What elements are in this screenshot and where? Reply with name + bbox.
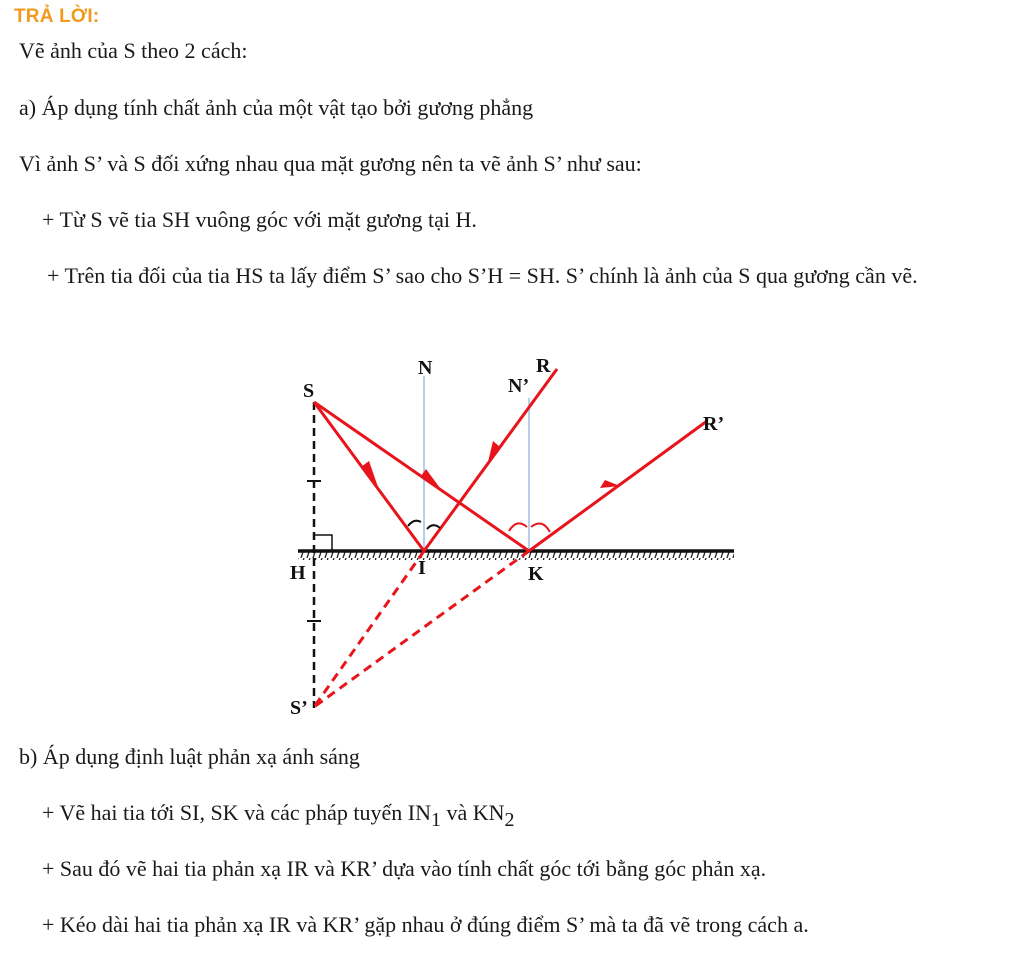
part-a-step1: + Từ S vẽ tia SH vuông góc với mặt gương tại H. — [42, 207, 477, 232]
subscript-1: 1 — [431, 809, 441, 831]
arrow-SI — [361, 461, 378, 487]
extension-IS2 — [314, 551, 424, 707]
incident-ray-SI — [314, 402, 424, 551]
intro-text: Vẽ ảnh của S theo 2 cách: — [19, 38, 248, 63]
label-I: I — [418, 557, 426, 579]
label-R: R — [536, 355, 551, 377]
part-b-step2: + Sau đó vẽ hai tia phản xạ IR và KR’ dựa vào tính chất góc tới bằng góc phản xạ. — [42, 856, 767, 881]
label-K: K — [528, 563, 544, 585]
angle-arc-reflect-K — [531, 523, 550, 532]
angle-arc-incident-I — [408, 521, 421, 526]
angle-arc-incident-K — [509, 523, 527, 531]
subscript-2: 2 — [504, 809, 515, 831]
label-N: N — [418, 357, 433, 379]
label-H: H — [290, 562, 306, 584]
part-b-title: b) Áp dụng định luật phản xạ ánh sáng — [19, 744, 360, 769]
part-a-title: a) Áp dụng tính chất ảnh của một vật tạo bởi gương phẳng — [19, 95, 534, 120]
part-b-step1 — [42, 800, 515, 831]
part-b-step1-mid: và KN — [441, 800, 505, 825]
angle-arc-reflect-I — [427, 525, 440, 529]
label-N2: N’ — [508, 375, 530, 397]
right-angle-mark — [314, 535, 332, 551]
answer-heading: TRẢ LỜI: — [14, 6, 100, 27]
incident-ray-SK — [314, 402, 529, 551]
label-S2: S’ — [290, 697, 308, 719]
part-a-step2: + Trên tia đối của tia HS ta lấy điểm S’ sao cho S’H = SH. S’ chính là ảnh của S qua gương cần vẽ. — [47, 263, 918, 288]
label-S: S — [303, 380, 315, 402]
label-R2: R’ — [703, 413, 725, 435]
part-b-step3: + Kéo dài hai tia phản xạ IR và KR’ gặp nhau ở đúng điểm S’ mà ta đã vẽ trong cách a. — [42, 912, 809, 937]
part-b-step1-prefix: + Vẽ hai tia tới SI, SK và các pháp tuyến IN — [42, 800, 431, 825]
part-a-lead: Vì ảnh S’ và S đối xứng nhau qua mặt gương nên ta vẽ ảnh S’ như sau: — [19, 151, 642, 176]
